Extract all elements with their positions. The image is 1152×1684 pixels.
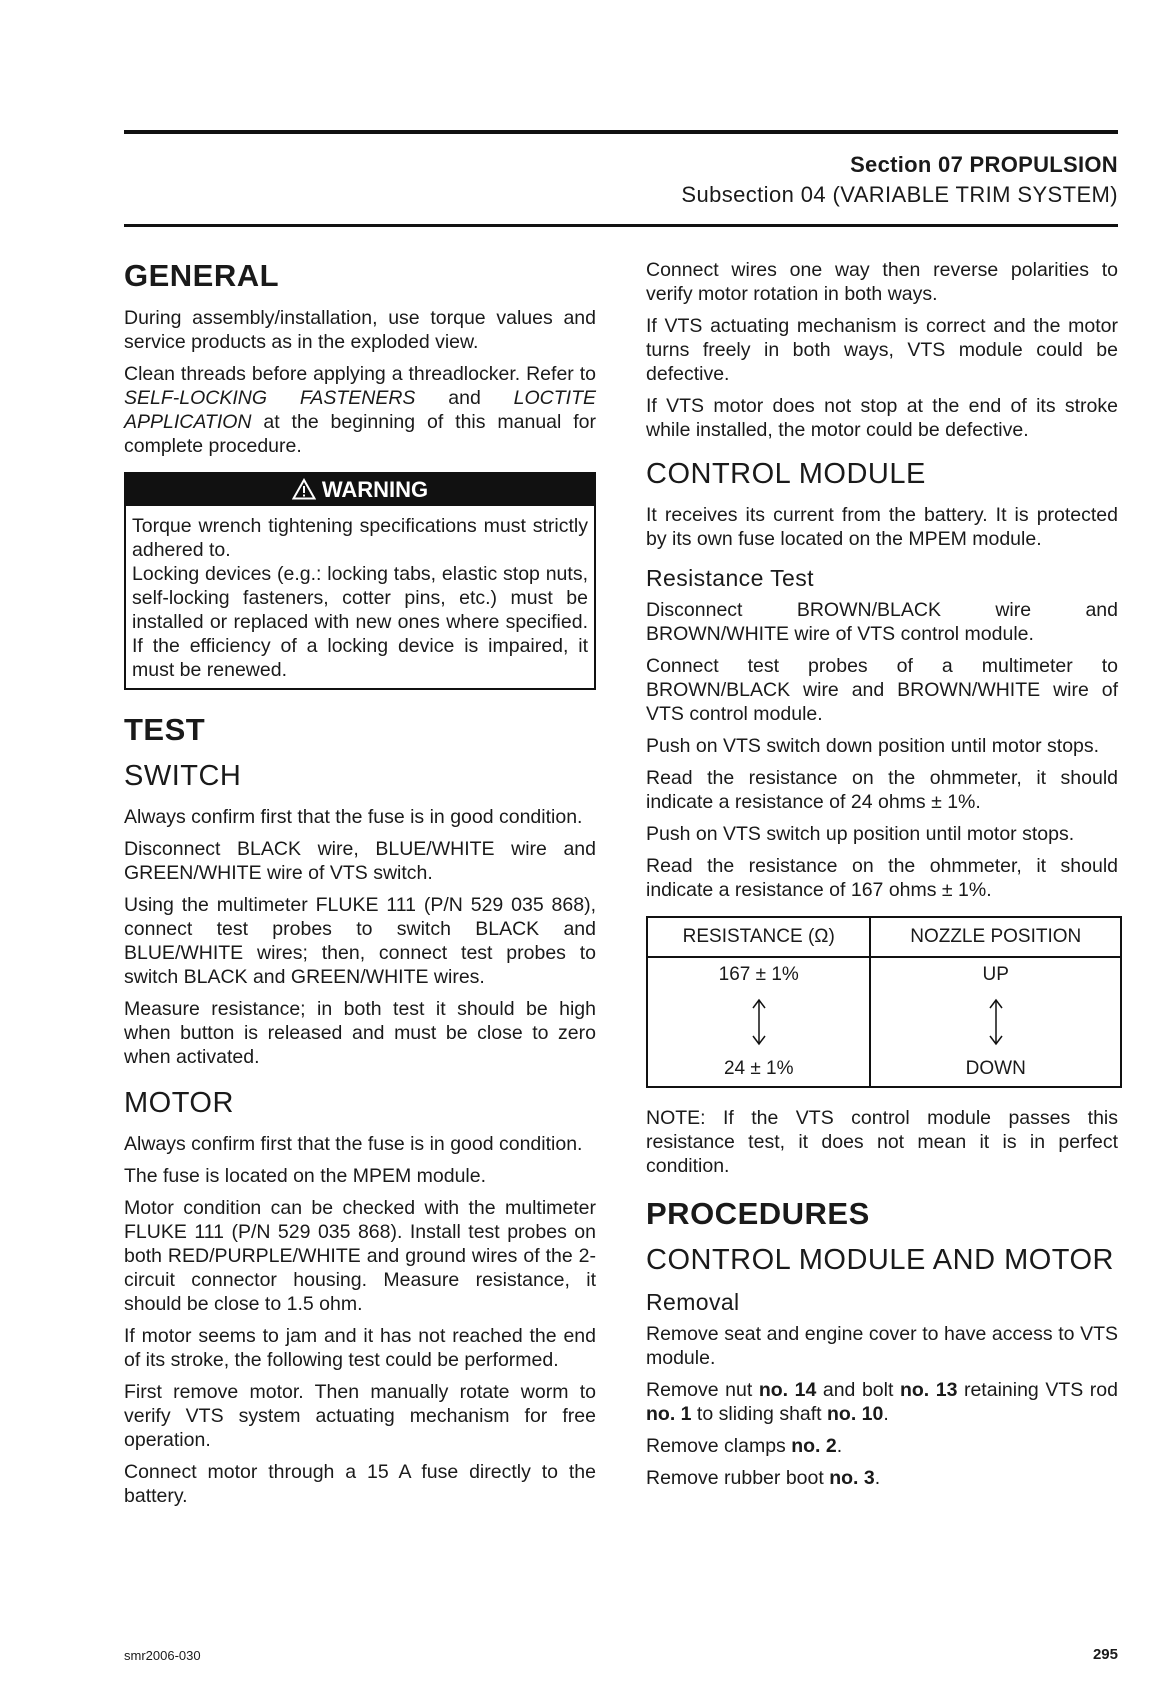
resistance-paragraph-6: Read the resistance on the ohmmeter, it should indicate a resistance of 167 ohms ± 1%. bbox=[646, 855, 1118, 901]
section-title: Section 07 PROPULSION bbox=[850, 152, 1118, 177]
general-paragraph-1: During assembly/installation, use torque values and service products as in the exploded view. bbox=[124, 307, 596, 353]
double-arrow-icon bbox=[988, 998, 1004, 1046]
note-paragraph: NOTE: If the VTS control module passes this resistance test, it does not mean it is in perfect condition. bbox=[646, 1107, 1118, 1177]
warning-text-1: Torque wrench tightening specifications must strictly adhered to. bbox=[132, 515, 588, 561]
top-rule bbox=[124, 130, 1118, 134]
table-header-nozzle-position: NOZZLE POSITION bbox=[870, 917, 1121, 957]
left-column bbox=[124, 258, 596, 1516]
resistance-down-value: 24 ± 1% bbox=[723, 1058, 794, 1079]
warning-box bbox=[124, 472, 596, 690]
page-number: 295 bbox=[1092, 1646, 1118, 1663]
removal-paragraph-2: Remove nut no. 14 and bolt no. 13 retaining VTS rod no. 1 to sliding shaft no. 10. bbox=[646, 1379, 1118, 1425]
right-paragraph-2: If VTS actuating mechanism is correct and the motor turns freely in both ways, VTS module could be defective. bbox=[646, 315, 1118, 385]
resistance-paragraph-3: Push on VTS switch down position until motor stops. bbox=[646, 735, 1100, 757]
resistance-paragraph-4: Read the resistance on the ohmmeter, it should indicate a resistance of 24 ohms ± 1%. bbox=[646, 767, 1118, 813]
resistance-table bbox=[646, 916, 1122, 1088]
document-code: smr2006-030 bbox=[124, 1648, 201, 1663]
resistance-up-value: 167 ± 1% bbox=[718, 964, 799, 985]
motor-paragraph-3: Motor condition can be checked with the multimeter FLUKE 111 (P/N 529 035 868). Install test probes on both RED/PURPLE/WHITE and ground wires of the 2-circuit connector housing. Measure resistance, it should be close to 1.5 ohm. bbox=[124, 1197, 596, 1315]
motor-paragraph-5: First remove motor. Then manually rotate worm to verify VTS system actuating mechanism for free operation. bbox=[124, 1381, 596, 1451]
removal-paragraph-3: Remove clamps no. 2. bbox=[646, 1435, 843, 1457]
motor-paragraph-1: Always confirm first that the fuse is in good condition. bbox=[124, 1133, 583, 1155]
resistance-paragraph-5: Push on VTS switch up position until motor stops. bbox=[646, 823, 1075, 845]
removal-heading: Removal bbox=[646, 1289, 740, 1315]
control-module-heading: CONTROL MODULE bbox=[646, 458, 926, 490]
table-header-resistance: RESISTANCE (Ω) bbox=[647, 917, 870, 957]
nozzle-down-label: DOWN bbox=[965, 1058, 1026, 1079]
warning-header bbox=[126, 474, 594, 506]
right-paragraph-1: Connect wires one way then reverse polarities to verify motor rotation in both ways. bbox=[646, 259, 1118, 305]
resistance-paragraph-1: Disconnect BROWN/BLACK wire and BROWN/WHITE wire of VTS control module. bbox=[646, 599, 1118, 645]
general-heading: GENERAL bbox=[124, 258, 280, 293]
warning-text-2: Locking devices (e.g.: locking tabs, elastic stop nuts, self-locking fasteners, cotter pins, etc.) must be installed or replaced with new ones where specified. If the efficiency of a locking device is impaired, it must be renewed. bbox=[132, 563, 588, 681]
subsection-title: Subsection 04 (VARIABLE TRIM SYSTEM) bbox=[681, 182, 1118, 207]
control-module-and-motor-heading: CONTROL MODULE AND MOTOR bbox=[646, 1244, 1114, 1276]
switch-paragraph-2: Disconnect BLACK wire, BLUE/WHITE wire and GREEN/WHITE wire of VTS switch. bbox=[124, 838, 596, 884]
motor-paragraph-2: The fuse is located on the MPEM module. bbox=[124, 1165, 487, 1187]
switch-paragraph-4: Measure resistance; in both test it should be high when button is released and must be close to zero when activated. bbox=[124, 998, 596, 1068]
removal-paragraph-4: Remove rubber boot no. 3. bbox=[646, 1467, 881, 1489]
procedures-heading: PROCEDURES bbox=[646, 1196, 870, 1231]
control-module-paragraph: It receives its current from the battery. It is protected by its own fuse located on the MPEM module. bbox=[646, 504, 1118, 550]
switch-paragraph-1: Always confirm first that the fuse is in good condition. bbox=[124, 806, 583, 828]
motor-paragraph-6: Connect motor through a 15 A fuse directly to the battery. bbox=[124, 1461, 596, 1507]
test-heading: TEST bbox=[124, 712, 206, 747]
resistance-test-heading: Resistance Test bbox=[646, 565, 814, 591]
table-cell-resistance bbox=[647, 957, 870, 1087]
double-arrow-icon bbox=[751, 998, 767, 1046]
header-rule bbox=[124, 224, 1118, 227]
nozzle-up-label: UP bbox=[982, 964, 1009, 985]
removal-paragraph-1: Remove seat and engine cover to have access to VTS module. bbox=[646, 1323, 1118, 1369]
right-column bbox=[646, 258, 1118, 1498]
switch-paragraph-3: Using the multimeter FLUKE 111 (P/N 529 035 868), connect test probes to switch BLACK and BLUE/WHITE wires; then, connect test probes to switch BLACK and GREEN/WHITE wires. bbox=[124, 894, 596, 988]
general-paragraph-2: Clean threads before applying a threadlocker. Refer to SELF-LOCKING FASTENERS and LOCTITE APPLICATION at the beginning of this manual for complete procedure. bbox=[124, 363, 597, 457]
resistance-paragraph-2: Connect test probes of a multimeter to BROWN/BLACK wire and BROWN/WHITE wire of VTS control module. bbox=[646, 655, 1118, 725]
motor-heading: MOTOR bbox=[124, 1087, 234, 1119]
table-cell-nozzle bbox=[870, 957, 1121, 1087]
motor-paragraph-4: If motor seems to jam and it has not reached the end of its stroke, the following test could be performed. bbox=[124, 1325, 596, 1371]
warning-title: WARNING bbox=[321, 477, 429, 502]
warning-triangle-icon bbox=[292, 478, 316, 500]
right-paragraph-3: If VTS motor does not stop at the end of its stroke while installed, the motor could be defective. bbox=[646, 395, 1118, 441]
switch-heading: SWITCH bbox=[124, 760, 242, 792]
